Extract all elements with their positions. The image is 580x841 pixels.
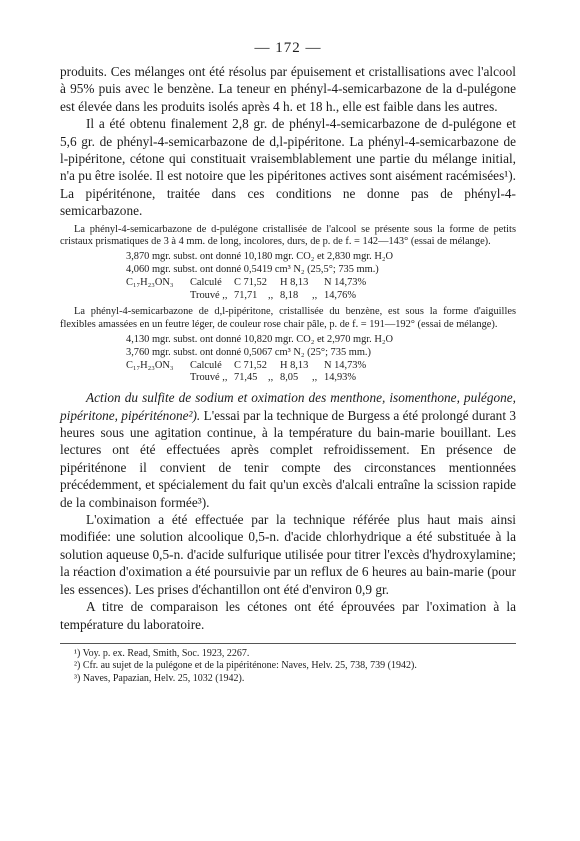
- found-row: Trouvé ,, 71,45 ,, 8,05 ,, 14,93%: [126, 372, 516, 385]
- document-page: [60, 40, 516, 685]
- page-number: — 172 —: [254, 40, 322, 56]
- paragraph-5: A titre de comparaison les cétones ont été éprouvées par l'oximation à la température du laboratoire.: [60, 599, 516, 632]
- calc-value: H 8,13: [280, 276, 309, 288]
- analysis-line: 4,130 mgr. subst. ont donné 10,820 mgr. CO₂ et 2,970 mgr. H₂O: [126, 334, 394, 346]
- small-paragraph-2: La phényl-4-semicarbazone de d,l-pipéritone, cristallisée du benzène, est sous la forme d'aiguilles flexibles amassées en un feutre léger, de couleur rose chair pâle, p. de f. = 191—192° (essai de mélange).: [60, 306, 516, 331]
- calculated-row: [126, 277, 516, 290]
- found-value: 71,71: [234, 289, 258, 301]
- analysis-block-2: [126, 334, 516, 385]
- footnotes: [60, 643, 516, 686]
- formula: C₁₇H₂₃ON₃: [126, 359, 174, 371]
- found-row: Trouvé ,, 71,71 ,, 8,18 ,, 14,76%: [126, 290, 516, 303]
- calc-label: Calculé: [190, 359, 222, 371]
- analysis-line: 3,760 mgr. subst. ont donné 0,5067 cm³ N₂ (25°; 735 mm.): [126, 346, 371, 358]
- calc-value: H 8,13: [280, 359, 309, 371]
- small-paragraph-1: La phényl-4-semicarbazone de d-pulégone cristallisée de l'alcool se présente sous la forme de petits cristaux prismatiques de 3 à 4 mm. de long, incolores, durs, de p. de f. = 142—143° (essai de mélange).: [60, 223, 516, 248]
- footnote-2: ²) Cfr. au sujet de la pulégone et de la pipériténone: Naves, Helv. 25, 738, 739 (1942).: [74, 660, 417, 672]
- main-text-2: [60, 389, 516, 633]
- found-value: 71,45: [234, 372, 258, 384]
- paragraph-2: Il a été obtenu finalement 2,8 gr. de phényl-4-semicarbazone de d-pulégone et 5,6 gr. de phényl-4-semicarbazone de d,l-pipéritone. La phényl-4-semicarbazone de l-pipéritone, cétone qui constituait vraisemblablement une partie du mélange initial, n'a pu être isolée. Il est notoire que les pipéritones actives sont aisément racémisées¹). La pipériténone, traitée dans ces conditions ne donne pas de phényl-4-semicarbazone.: [60, 116, 516, 219]
- calc-value: N 14,73%: [324, 276, 367, 288]
- analysis-block-1: [126, 251, 516, 302]
- found-value: 8,05: [280, 372, 299, 384]
- calculated-row: [126, 360, 516, 373]
- calc-value: C 71,52: [234, 359, 267, 371]
- footnote-1: ¹) Voy. p. ex. Read, Smith, Soc. 1923, 2267.: [74, 647, 250, 659]
- paragraph-1: produits. Ces mélanges ont été résolus par épuisement et cristallisations avec l'alcool à 95% puis avec le benzène. La teneur en phényl-4-semicarbazone de la d-pulégone est élevée dans les produits isolés après 4 h. et 18 h., elle est faible dans les autres.: [60, 64, 516, 114]
- paragraph-4: L'oximation a été effectuée par la technique référée plus haut mais ainsi modifiée: une solution alcoolique 0,5-n. d'acide chlorhydrique a été substituée à la solution aqueuse 0,5-n. d'acide sulfurique utilisée pour titrer l'excès d'hydroxylamine; la réaction d'oximation a été poursuivie par un reflux de 6 heures au bain-marie (pour les essences). Les prises d'échantillon ont été d'environ 0,9 gr.: [60, 512, 516, 597]
- experimental-note-2: [60, 306, 516, 332]
- paragraph-3-text: L'essai par la technique de Burgess a été prolongé durant 3 heures sous une agitation continue, à la température du bain-marie bouillant. Les lectures ont été effectuées après complet refroidissement. En présence de pipériténone il convient de tenir compte des circonstances mentionnées précédemment, et spécialement du fait qu'un excès d'alcali entraîne la scission rapide de la combinaison formée³).: [60, 407, 516, 510]
- experimental-note-1: [60, 224, 516, 250]
- found-value: 14,93%: [324, 372, 357, 384]
- section-heading-italic: Action du sulfite de sodium et oximation des menthone, isomenthone, pulégone, pipéritone, pipériténone²).: [60, 390, 516, 423]
- main-text: [60, 63, 516, 220]
- analysis-line: 3,870 mgr. subst. ont donné 10,180 mgr. CO₂ et 2,830 mgr. H₂O: [126, 251, 394, 263]
- found-label: Trouvé ,,: [190, 372, 228, 384]
- found-value: 8,18: [280, 289, 299, 301]
- found-value: 14,76%: [324, 289, 357, 301]
- analysis-line: 4,060 mgr. subst. ont donné 0,5419 cm³ N₂ (25,5°; 735 mm.): [126, 264, 379, 276]
- calc-value: N 14,73%: [324, 359, 367, 371]
- found-label: Trouvé ,,: [190, 289, 228, 301]
- calc-label: Calculé: [190, 276, 222, 288]
- footnote-3: ³) Naves, Papazian, Helv. 25, 1032 (1942).: [74, 672, 245, 684]
- paragraph-3: [60, 389, 516, 511]
- formula: C₁₇H₂₃ON₃: [126, 276, 174, 288]
- calc-value: C 71,52: [234, 276, 267, 288]
